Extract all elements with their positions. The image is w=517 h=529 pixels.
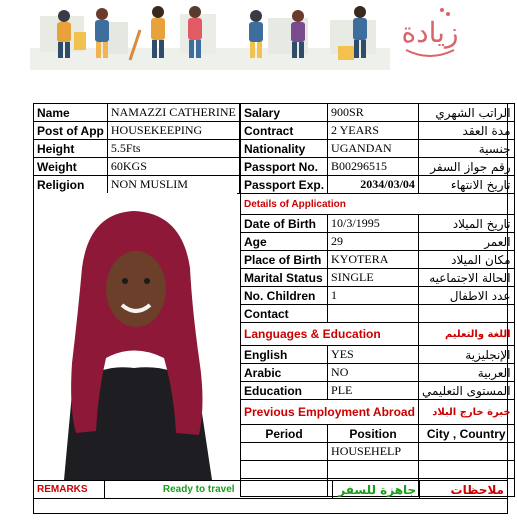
marital-status-value: SINGLE <box>328 269 419 287</box>
place-of-birth-label: Place of Birth <box>241 251 328 269</box>
contact-value <box>328 305 419 323</box>
row-age <box>241 233 515 251</box>
employment-country <box>418 443 514 461</box>
english-label-ar: الإنجليزية <box>418 346 514 364</box>
contract-value: 2 YEARS <box>328 122 419 140</box>
remarks-table <box>33 480 508 499</box>
position-column-header: Position <box>328 425 419 443</box>
employment-period <box>241 461 328 479</box>
dob-label-ar: تاريخ الميلاد <box>418 215 514 233</box>
remarks-label-ar: ملاحظات <box>420 481 508 499</box>
age-value: 29 <box>328 233 419 251</box>
row-post <box>34 122 240 140</box>
remarks-label: REMARKS <box>34 481 105 499</box>
logo-calligraphy: زيادة <box>401 16 459 49</box>
employment-heading: Previous Employment Abroad <box>241 400 419 425</box>
row-nationality <box>241 140 515 158</box>
row-passport-exp <box>241 176 515 194</box>
marital-status-label: Marital Status <box>241 269 328 287</box>
row-children <box>241 287 515 305</box>
employment-country <box>418 461 514 479</box>
row-name <box>34 104 240 122</box>
row-contract <box>241 122 515 140</box>
contract-table <box>240 103 515 497</box>
period-column-header: Period <box>241 425 328 443</box>
row-dob <box>241 215 515 233</box>
row-contact <box>241 305 515 323</box>
passport-exp-value: 2034/03/04 <box>328 176 419 194</box>
row-arabic <box>241 364 515 382</box>
height-value: 5.5Fts <box>107 140 239 158</box>
age-label-ar: العمر <box>418 233 514 251</box>
salary-label: Salary <box>241 104 328 122</box>
education-label: Education <box>241 382 328 400</box>
age-label: Age <box>241 233 328 251</box>
name-label: Name <box>34 104 108 122</box>
row-religion <box>34 176 240 194</box>
salary-label-ar: الراتب الشهري <box>418 104 514 122</box>
row-english <box>241 346 515 364</box>
dob-value: 10/3/1995 <box>328 215 419 233</box>
application-sheet <box>33 103 511 514</box>
nationality-label: Nationality <box>241 140 328 158</box>
row-employment-columns <box>241 425 515 443</box>
passport-no-label-ar: رقم جواز السفر <box>418 158 514 176</box>
place-of-birth-label-ar: مكان الميلاد <box>418 251 514 269</box>
english-label: English <box>241 346 328 364</box>
row-passport-no <box>241 158 515 176</box>
remarks-value: Ready to travel <box>104 481 332 499</box>
personal-info-table <box>33 103 240 194</box>
weight-value: 60KGS <box>107 158 239 176</box>
arabic-value: NO <box>328 364 419 382</box>
post-label: Post of App <box>34 122 108 140</box>
dob-label: Date of Birth <box>241 215 328 233</box>
row-weight <box>34 158 240 176</box>
employment-heading-ar: خبرة خارج البلاد <box>418 400 514 425</box>
cleaners-banner-illustration <box>30 0 390 70</box>
passport-no-label: Passport No. <box>241 158 328 176</box>
row-employment-heading <box>241 400 515 425</box>
contact-label-ar <box>418 305 514 323</box>
agency-logo <box>398 2 462 64</box>
employment-row <box>241 461 515 479</box>
english-value: YES <box>328 346 419 364</box>
row-languages-heading <box>241 323 515 346</box>
salary-value: 900SR <box>328 104 419 122</box>
row-place-of-birth <box>241 251 515 269</box>
row-salary <box>241 104 515 122</box>
row-remarks <box>34 481 508 499</box>
row-marital-status <box>241 269 515 287</box>
employment-row <box>241 443 515 461</box>
marital-status-label-ar: الحالة الاجتماعيه <box>418 269 514 287</box>
country-column-header: City , Country <box>418 425 514 443</box>
weight-label: Weight <box>34 158 108 176</box>
name-value: NAMAZZI CATHERINE <box>107 104 239 122</box>
religion-value: NON MUSLIM <box>107 176 239 194</box>
children-value: 1 <box>328 287 419 305</box>
passport-exp-label: Passport Exp. <box>241 176 328 194</box>
employment-position <box>328 461 419 479</box>
languages-heading: Languages & Education <box>241 323 419 346</box>
nationality-label-ar: جنسية <box>418 140 514 158</box>
row-height <box>34 140 240 158</box>
details-heading: Details of Application <box>241 194 515 215</box>
arabic-label: Arabic <box>241 364 328 382</box>
nationality-value: UGANDAN <box>328 140 419 158</box>
contract-label-ar: مدة العقد <box>418 122 514 140</box>
religion-label: Religion <box>34 176 108 194</box>
employment-period <box>241 443 328 461</box>
employment-position: HOUSEHELP <box>328 443 419 461</box>
passport-no-value: B00296515 <box>328 158 419 176</box>
row-education <box>241 382 515 400</box>
passport-exp-label-ar: تاريخ الانتهاء <box>418 176 514 194</box>
height-label: Height <box>34 140 108 158</box>
children-label-ar: عدد الاطفال <box>418 287 514 305</box>
arabic-label-ar: العربية <box>418 364 514 382</box>
contact-label: Contact <box>241 305 328 323</box>
place-of-birth-value: KYOTERA <box>328 251 419 269</box>
row-details-heading <box>241 194 515 215</box>
education-label-ar: المستوى التعليمي <box>418 382 514 400</box>
applicant-photo <box>34 193 237 480</box>
post-value: HOUSEKEEPING <box>107 122 239 140</box>
education-value: PLE <box>328 382 419 400</box>
children-label: No. Children <box>241 287 328 305</box>
contract-label: Contract <box>241 122 328 140</box>
remarks-value-ar: جاهزة للسفر <box>333 481 420 499</box>
languages-heading-ar: اللغة والتعليم <box>418 323 514 346</box>
